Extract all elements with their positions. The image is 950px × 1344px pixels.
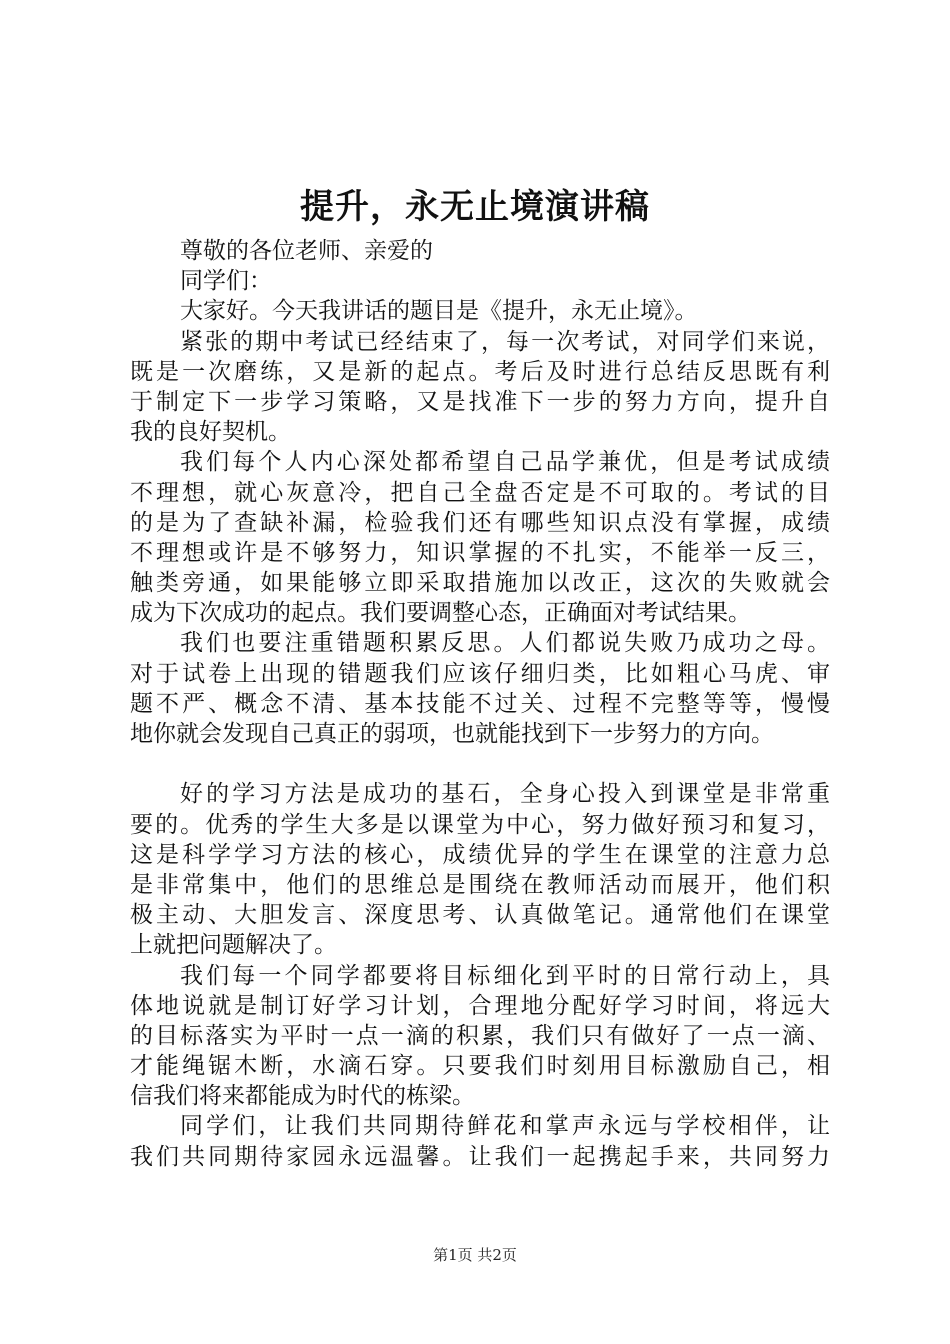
speech-body	[130, 236, 830, 1172]
text-line: 体地说就是制订好学习计划，合理地分配好学习时间，将远大	[130, 992, 830, 1019]
text-line: 不理想，就心灰意冷，把自己全盘否定是不可取的。考试的目	[130, 479, 830, 506]
text-line: 好的学习方法是成功的基石，全身心投入到课堂是非常重	[180, 781, 830, 808]
text-line: 的是为了查缺补漏，检验我们还有哪些知识点没有掌握，成绩	[130, 509, 830, 536]
text-line: 我们每个人内心深处都希望自己品学兼优，但是考试成绩	[180, 449, 830, 476]
text-line: 是非常集中，他们的思维总是围绕在教师活动而展开，他们积	[130, 871, 830, 898]
text-line: 成为下次成功的起点。我们要调整心态，正确面对考试结果。	[130, 600, 751, 627]
text-line: 对于试卷上出现的错题我们应该仔细归类，比如粗心马虎、审	[130, 660, 830, 687]
page-title: 提升，永无止境演讲稿	[300, 187, 650, 227]
blank-line	[130, 749, 830, 779]
text-line: 信我们将来都能成为时代的栋梁。	[130, 1083, 475, 1110]
text-line: 于制定下一步学习策略，又是找准下一步的努力方向，提升自	[130, 388, 830, 415]
text-line: 同学们：	[180, 268, 272, 295]
text-line: 的目标落实为平时一点一滴的积累，我们只有做好了一点一滴、	[130, 1022, 830, 1049]
text-line: 尊敬的各位老师、亲爱的	[180, 238, 433, 264]
text-line: 紧张的期中考试已经结束了，每一次考试，对同学们来说，	[180, 328, 830, 355]
text-line: 不理想或许是不够努力，知识掌握的不扎实，不能举一反三，	[130, 539, 830, 566]
text-line: 我们也要注重错题积累反思。人们都说失败乃成功之母。	[180, 630, 830, 657]
text-line: 上就把问题解决了。	[130, 932, 337, 959]
text-line: 极主动、大胆发言、深度思考、认真做笔记。通常他们在课堂	[130, 902, 830, 929]
text-line: 地你就会发现自己真正的弱项，也就能找到下一步努力的方向。	[130, 721, 774, 747]
text-line: 题不严、概念不清、基本技能不过关、过程不完整等等，慢慢	[130, 690, 830, 717]
page-footer: 第1页 共2页	[433, 1246, 517, 1264]
text-line: 触类旁通，如果能够立即采取措施加以改正，这次的失败就会	[130, 570, 830, 597]
text-line: 才能绳锯木断，水滴石穿。只要我们时刻用目标激励自己，相	[130, 1053, 830, 1080]
text-line: 这是科学学习方法的核心，成绩优异的学生在课堂的注意力总	[130, 841, 830, 868]
text-line: 同学们，让我们共同期待鲜花和掌声永远与学校相伴，让	[180, 1113, 830, 1140]
text-line: 大家好。今天我讲话的题目是《提升，永无止境》。	[180, 298, 698, 325]
text-line: 我们每一个同学都要将目标细化到平时的日常行动上，具	[180, 962, 830, 989]
text-line: 既是一次磨练，又是新的起点。考后及时进行总结反思既有利	[130, 358, 830, 385]
text-line: 我们共同期待家园永远温馨。让我们一起携起手来，共同努力	[130, 1143, 830, 1170]
text-line: 要的。优秀的学生大多是以课堂为中心，努力做好预习和复习，	[130, 811, 830, 838]
text-line: 我的良好契机。	[130, 419, 291, 446]
